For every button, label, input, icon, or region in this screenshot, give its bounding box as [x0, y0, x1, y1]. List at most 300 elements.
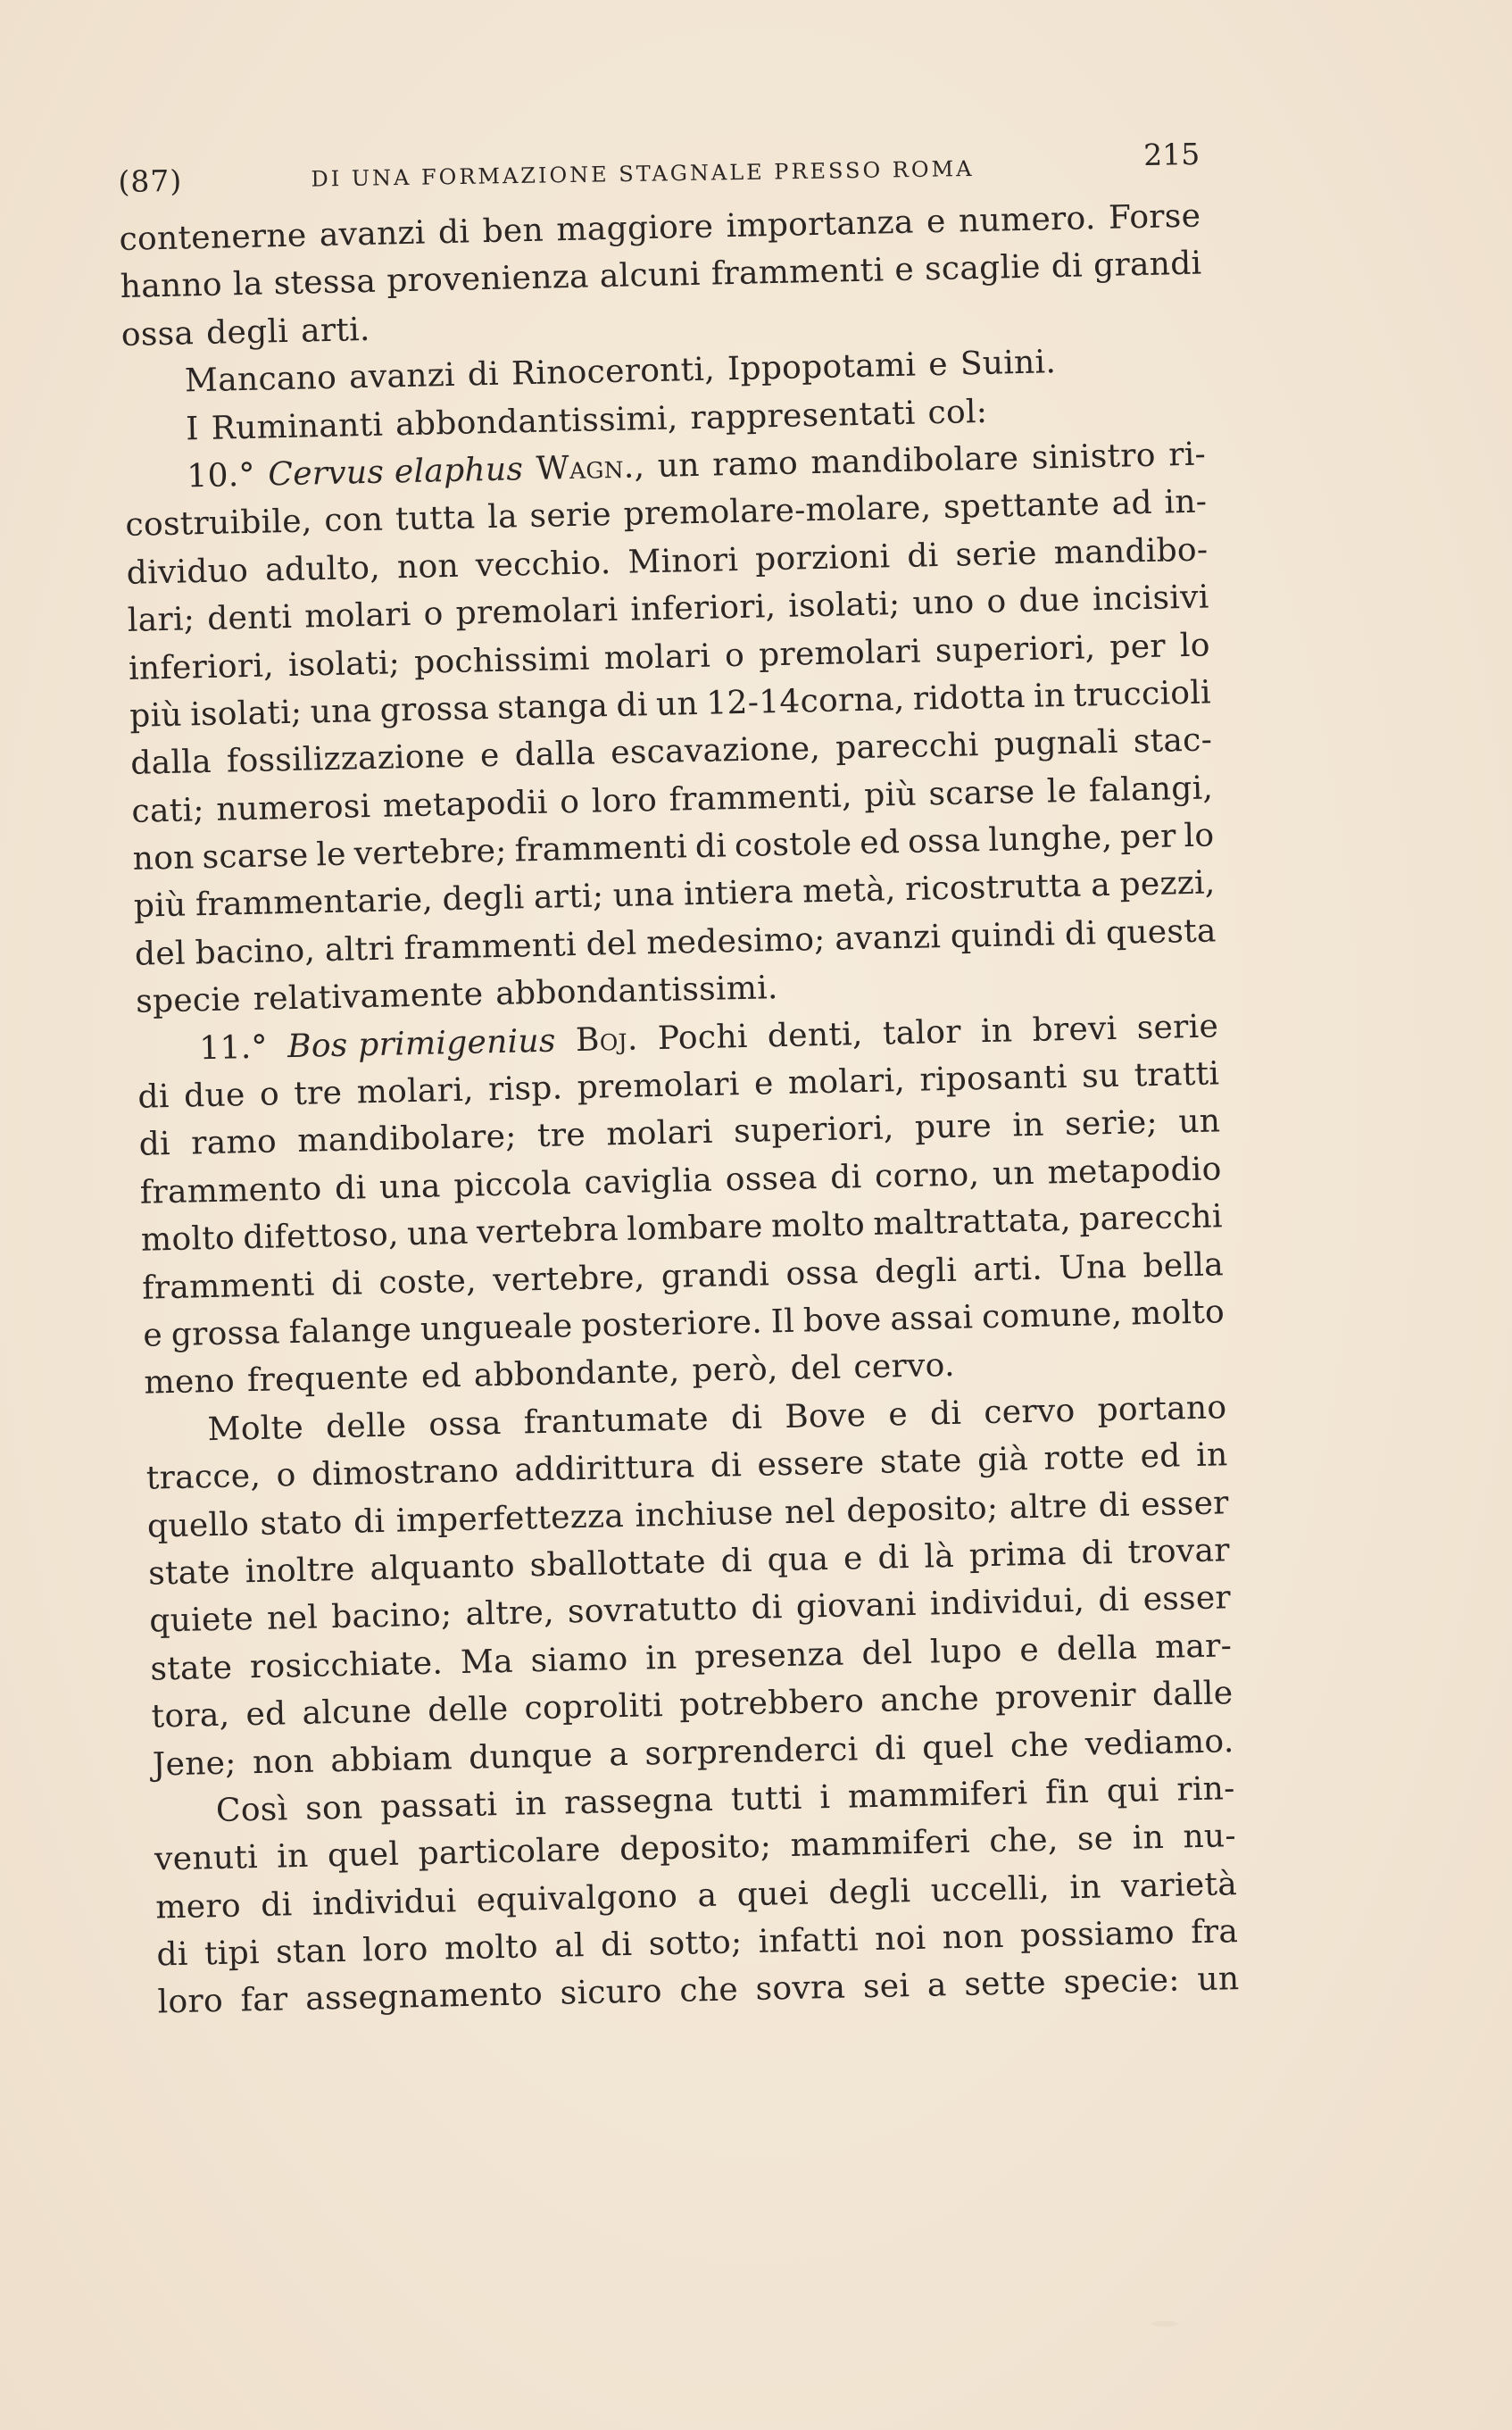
text-word: per [1109, 628, 1167, 666]
text-word: denti [206, 598, 293, 638]
text-word: ed [420, 1358, 462, 1396]
text-word: in [1195, 1436, 1228, 1475]
text-word: individui [312, 1882, 457, 1923]
text-word: una [378, 1168, 442, 1206]
text-word: Rinoceronti, [511, 351, 716, 393]
text-word: inferiori, [128, 646, 275, 687]
text-word: denti, [767, 1015, 864, 1054]
text-word: una [310, 692, 372, 731]
body-text [119, 193, 1240, 2027]
text-word: o [986, 583, 1007, 621]
text-word: ossa [907, 822, 981, 861]
text-word: vecchio. [475, 544, 611, 585]
text-word: tipi [204, 1935, 261, 1973]
text-word: stessa [273, 263, 377, 303]
text-word: di [1051, 247, 1084, 286]
text-word: di [1064, 915, 1097, 953]
text-word: non [132, 839, 195, 878]
text-word: ramo [190, 1123, 278, 1162]
text-word: avanzi [348, 356, 456, 396]
text-word: piccola [453, 1165, 572, 1204]
text-word: state [147, 1553, 231, 1593]
text-word: arti. [972, 1250, 1043, 1288]
text-word: scarse [202, 836, 309, 877]
text-word: state [879, 1442, 963, 1481]
text-word: grandi [1092, 245, 1202, 285]
text-word: hanno [120, 266, 223, 306]
text-word: in [514, 1785, 547, 1823]
text-word: alcune [302, 1693, 412, 1733]
text-word: Ruminanti [211, 406, 384, 447]
text-word: prima [968, 1535, 1068, 1575]
paper-mark [1151, 2321, 1178, 2326]
text-word: arti. [300, 311, 371, 350]
text-word: o [276, 1457, 297, 1494]
text-word: che [1009, 1726, 1069, 1765]
text-word: contenerne [119, 217, 307, 258]
text-word: lo [1184, 817, 1215, 855]
text-word: degli [205, 312, 289, 352]
text-word: delle [427, 1690, 509, 1729]
text-word: di [720, 1542, 753, 1580]
text-word: e [479, 737, 501, 775]
text-word: vertebre; [353, 832, 508, 873]
text-word: falangi, [1088, 770, 1214, 810]
text-word: di [156, 1935, 189, 1974]
text-word: importanza [726, 204, 915, 245]
text-word: là [924, 1537, 955, 1576]
text-word: altre [1009, 1487, 1088, 1527]
species-name: Bos primigenius [287, 1022, 557, 1065]
text-word: isolati; [787, 586, 901, 625]
text-word: frammenti, [669, 777, 853, 819]
text-word: riposanti [919, 1059, 1068, 1099]
text-word: però, [692, 1351, 779, 1390]
text-word: superiori, [733, 1110, 895, 1151]
text-word: relativamente [253, 976, 484, 1019]
species-author: Boj. [575, 1020, 639, 1059]
text-word: e [926, 203, 947, 241]
text-word: un [992, 1154, 1035, 1193]
text-word: parecchi [1078, 1198, 1224, 1238]
text-word: tre [293, 1074, 343, 1112]
text-word: giovani [795, 1586, 918, 1627]
text-word: la [486, 498, 519, 537]
text-word: del [861, 1634, 913, 1672]
text-word: inchiuse [635, 1494, 774, 1535]
text-word: frammento [139, 1170, 322, 1211]
text-word: specie: [1063, 1961, 1181, 2001]
text-word: di [1081, 1535, 1114, 1572]
text-word: non [942, 1918, 1005, 1957]
text-word: lupo [929, 1632, 1003, 1671]
text-word: in [644, 1639, 677, 1677]
text-word: stan [275, 1932, 347, 1971]
text-word: infatti [758, 1921, 860, 1960]
text-word: frammenti [403, 926, 577, 968]
text-word: siamo [530, 1640, 628, 1680]
text-word: che, [988, 1821, 1059, 1860]
text-word: di [710, 1447, 743, 1485]
text-word: o [259, 1076, 280, 1113]
text-word: i [818, 1778, 831, 1817]
text-word: molari, [356, 1071, 475, 1111]
text-word: lari; [127, 601, 195, 640]
text-word: comune, [981, 1295, 1123, 1336]
text-word: quel [921, 1727, 994, 1767]
text-word: Bove [784, 1396, 867, 1436]
text-word: degli [442, 879, 525, 919]
species-name: Cervus elaphus [267, 451, 524, 494]
text-word: grossa [170, 1314, 281, 1353]
text-word: escavazione, [610, 730, 821, 772]
text-word: bove [802, 1301, 882, 1340]
text-word: pugnali [993, 724, 1119, 764]
text-word: maggiore [555, 208, 714, 249]
text-word: frammenti [710, 252, 885, 293]
page-number: 215 [1142, 136, 1200, 172]
text-word: parecchi [835, 727, 980, 767]
text-word: dividuo [126, 552, 249, 592]
text-word: far [240, 1981, 288, 2019]
text-word: ri- [1167, 436, 1207, 474]
text-word: coste, [378, 1262, 478, 1302]
text-word: metapodio [1047, 1151, 1223, 1192]
text-word: uno [912, 584, 975, 622]
text-word: delle [325, 1407, 407, 1446]
text-word: molari [605, 1114, 714, 1153]
text-word: di [334, 1169, 367, 1207]
text-word: frammentarie, [195, 881, 434, 924]
text-word: se [1076, 1820, 1114, 1859]
text-word: abbondante, [473, 1352, 680, 1394]
text-word: molto [444, 1928, 539, 1968]
text-word: varietà [1120, 1865, 1238, 1905]
text-word: bacino, [195, 932, 316, 972]
text-word: alquanto [370, 1547, 516, 1588]
text-word: ed [1140, 1437, 1182, 1476]
text-word: sovra [755, 1969, 846, 2009]
text-word: molto [140, 1219, 236, 1259]
text-word: numero. [958, 200, 1097, 240]
text-word: tutta [395, 499, 476, 538]
text-word: e [893, 251, 915, 289]
text-word: molari [603, 637, 711, 677]
text-word: e [1018, 1631, 1040, 1669]
text-word: lombare [626, 1208, 764, 1249]
text-word: esser [1140, 1484, 1230, 1523]
text-word: superiori, [935, 628, 1096, 670]
text-word: o [724, 637, 745, 674]
text-word: porzioni [754, 537, 891, 578]
text-word: dalla [129, 744, 212, 783]
text-word: Minori [627, 541, 739, 581]
text-word: molari [303, 596, 412, 636]
text-word: metà, [802, 871, 897, 911]
text-word: imperfettezza [395, 1497, 625, 1540]
text-word: in [1068, 1868, 1102, 1906]
text-word: in [1011, 1107, 1045, 1144]
text-word: in- [1164, 483, 1208, 521]
text-word: lo [1179, 626, 1211, 664]
text-word: in [980, 1012, 1013, 1050]
text-word: di [138, 1126, 171, 1164]
text-word: serie [1136, 1007, 1219, 1046]
text-word: presenza [694, 1635, 845, 1677]
text-word: nu- [1183, 1818, 1237, 1856]
text-word: ed [859, 824, 901, 862]
text-word: abbondantissimi, [395, 399, 678, 443]
text-word: inoltre [245, 1551, 356, 1591]
text-word: noi [874, 1919, 926, 1959]
text-word: frammenti [141, 1266, 316, 1307]
text-word: e [753, 1065, 775, 1103]
text-word: addirittura [514, 1448, 695, 1489]
text-word: sballottate [529, 1543, 707, 1585]
text-word: di [616, 687, 649, 724]
text-word: al [553, 1927, 586, 1965]
text-word: e [142, 1317, 163, 1354]
text-word: quiete [148, 1601, 254, 1640]
text-word: tre [536, 1117, 586, 1155]
text-word: dalle [1151, 1675, 1234, 1714]
text-word: del [790, 1350, 842, 1388]
text-word: numerosi [215, 787, 371, 828]
text-word: rappresentati [690, 395, 916, 437]
text-word: ricostrutta [904, 868, 1083, 909]
text-word: più [129, 696, 183, 735]
text-word: equivalgono [476, 1877, 678, 1919]
text-word: e [927, 345, 949, 384]
text-word: premolari [455, 592, 619, 632]
text-word: ossa [428, 1404, 503, 1444]
text-word: lunghe, [987, 819, 1113, 859]
text-word: di [600, 1926, 633, 1964]
text-word: mammiferi [847, 1775, 1028, 1816]
text-word: non [396, 547, 460, 587]
text-word: serie [955, 535, 1038, 574]
text-word: premolari [758, 633, 922, 673]
text-word: uccelli, [930, 1869, 1051, 1910]
text-word: arti; [533, 878, 604, 917]
text-word: di [929, 1394, 962, 1433]
text-word: coproliti [524, 1687, 664, 1727]
text-word: frantumate [523, 1400, 710, 1442]
text-word: Mancano [184, 359, 337, 400]
text-word: fin [1044, 1773, 1090, 1811]
text-word: un [655, 685, 699, 723]
text-word: molto [1130, 1294, 1225, 1333]
text-word: sinistro [1031, 437, 1157, 477]
text-word: provenienza [386, 258, 590, 300]
species-number: 10.° [186, 456, 256, 495]
text-word: inferiori, [629, 588, 777, 628]
text-word: di [877, 1538, 910, 1577]
page-reference: (87) [118, 162, 183, 199]
text-word: trovar [1127, 1532, 1231, 1571]
running-title: DI UNA FORMAZIONE STAGNALE PRESSO ROMA [311, 155, 975, 192]
text-word: bacino; [330, 1596, 453, 1636]
text-word: fra [1190, 1913, 1239, 1951]
text-word: di [829, 1158, 862, 1196]
text-word: rassegna [563, 1781, 714, 1822]
text-word: più [863, 776, 918, 814]
text-word: grossa [379, 689, 490, 729]
text-word: in [1033, 677, 1066, 715]
text-word: a [608, 1735, 629, 1773]
text-word: assai [889, 1299, 974, 1338]
text-word: dalla [514, 735, 596, 774]
text-word: mandibolare [810, 440, 1019, 482]
text-word: le [315, 836, 347, 874]
text-word: brevi [1032, 1010, 1117, 1049]
text-word: mandibo- [1053, 531, 1209, 571]
text-word: stac- [1133, 721, 1213, 761]
text-word: una [612, 877, 675, 915]
text-word: son [304, 1789, 363, 1827]
text-word: costruibile, [125, 503, 313, 545]
text-punctuation: , [634, 448, 645, 486]
text-word: scaglie [924, 248, 1042, 288]
text-word: specie [135, 981, 242, 1021]
text-word: Ippopotami [727, 346, 917, 388]
text-word: e [843, 1540, 864, 1577]
text-word: individui, [929, 1583, 1085, 1623]
text-word: avanzi [834, 918, 942, 958]
text-word: di [467, 355, 500, 394]
text-word: di [906, 537, 939, 575]
text-word: del [586, 925, 637, 963]
text-word: metapodii [382, 784, 549, 825]
text-word: sovratutto [567, 1590, 738, 1631]
text-word: mero [154, 1887, 242, 1927]
text-word: anche [879, 1680, 980, 1719]
text-word: cati; [131, 791, 205, 830]
text-word: o [559, 783, 580, 821]
text-word: di [437, 213, 470, 252]
text-word: questa [1105, 912, 1217, 952]
text-word: due [1018, 581, 1081, 620]
text-word: tracce, [145, 1458, 262, 1497]
text-word: di [137, 1078, 170, 1116]
text-word: su [1081, 1057, 1120, 1095]
text-word: scarse [928, 773, 1035, 813]
text-word: altri [324, 930, 395, 970]
text-word: venuti [154, 1839, 259, 1878]
text-word: di [694, 828, 727, 866]
text-word: qui [1106, 1771, 1160, 1810]
text-word: vertebra [476, 1211, 619, 1252]
text-word: costole [734, 825, 852, 865]
text-word: di [353, 1502, 386, 1541]
text-word: stato [260, 1503, 344, 1543]
text-word: due [183, 1077, 246, 1115]
text-word: pure [914, 1108, 993, 1147]
text-word: molari, [787, 1062, 906, 1102]
text-word: per [1119, 818, 1177, 856]
text-word: serie; [1064, 1104, 1159, 1144]
text-word: passati [379, 1786, 498, 1826]
text-word: molto [770, 1206, 866, 1245]
text-word: col: [927, 393, 988, 431]
text-word: di [260, 1885, 293, 1924]
text-word: la [232, 265, 264, 304]
text-word: o [423, 595, 444, 633]
text-word: rotte [1043, 1438, 1126, 1477]
text-word: rosicchiate. [249, 1644, 444, 1685]
text-word: sicuro [560, 1973, 663, 2013]
text-word: a [926, 1967, 948, 2005]
text-word: nel [784, 1493, 836, 1531]
text-word: Molte [207, 1409, 304, 1448]
text-word: di [1098, 1486, 1131, 1524]
text-word: Ma [460, 1643, 514, 1681]
text-word: cervo. [852, 1347, 956, 1386]
text-word: difettoso, [242, 1216, 400, 1257]
text-word: vertebre, [492, 1259, 645, 1299]
text-word: spettante [943, 486, 1101, 527]
text-word: meno [144, 1362, 236, 1402]
text-word: una [406, 1214, 469, 1253]
text-word: ramo [711, 445, 799, 484]
text-word: ridotta [912, 678, 1026, 718]
text-word: pochissimi [413, 640, 591, 681]
text-word: di [751, 1589, 784, 1627]
text-word: dimostrano [311, 1452, 500, 1494]
text-word: del [134, 935, 187, 973]
text-word: di [1097, 1581, 1130, 1619]
text-word: bella [1142, 1245, 1225, 1285]
text-word: avanzi [319, 214, 427, 254]
text-word: ed [245, 1695, 287, 1734]
text-word: provenir [994, 1677, 1137, 1718]
text-word: ossa [785, 1253, 860, 1293]
text-word: Pochi [657, 1018, 749, 1057]
text-word: tutti [730, 1779, 802, 1818]
text-word: Il [770, 1302, 795, 1341]
text-word: le [1046, 772, 1077, 811]
text-word: Suini. [960, 344, 1057, 383]
text-word: cervo [983, 1392, 1076, 1431]
text-word: ossa [120, 314, 195, 354]
text-word: frequente [246, 1359, 410, 1400]
text-word: assegnamento [304, 1976, 544, 2018]
text-word: in [1132, 1819, 1165, 1857]
text-word: tratti [1134, 1055, 1220, 1094]
text-word: mandibolare; [296, 1118, 518, 1161]
text-word: caviglia [584, 1161, 713, 1202]
text-word: di [730, 1399, 763, 1437]
text-word: I [185, 410, 200, 447]
text-word: fossilizzazione [226, 737, 466, 780]
text-word: quel [327, 1835, 400, 1875]
text-word: ossea [725, 1160, 818, 1199]
text-word: stanga [496, 687, 609, 727]
text-word: talor [882, 1013, 962, 1053]
text-word: risp. [487, 1069, 563, 1109]
text-word: abbiam [329, 1739, 453, 1779]
text-word: isolati; [287, 644, 401, 684]
text-word: degli [827, 1872, 911, 1911]
text-word: falange [288, 1311, 412, 1352]
text-word: particolare [418, 1831, 602, 1873]
species-author: Wagn., [536, 448, 645, 487]
text-word: alcuni [599, 256, 702, 295]
text-word: intiera [683, 874, 794, 913]
text-word: truccioli [1073, 674, 1212, 714]
text-word: sei [862, 1968, 910, 2006]
text-word: grandi [660, 1255, 770, 1295]
